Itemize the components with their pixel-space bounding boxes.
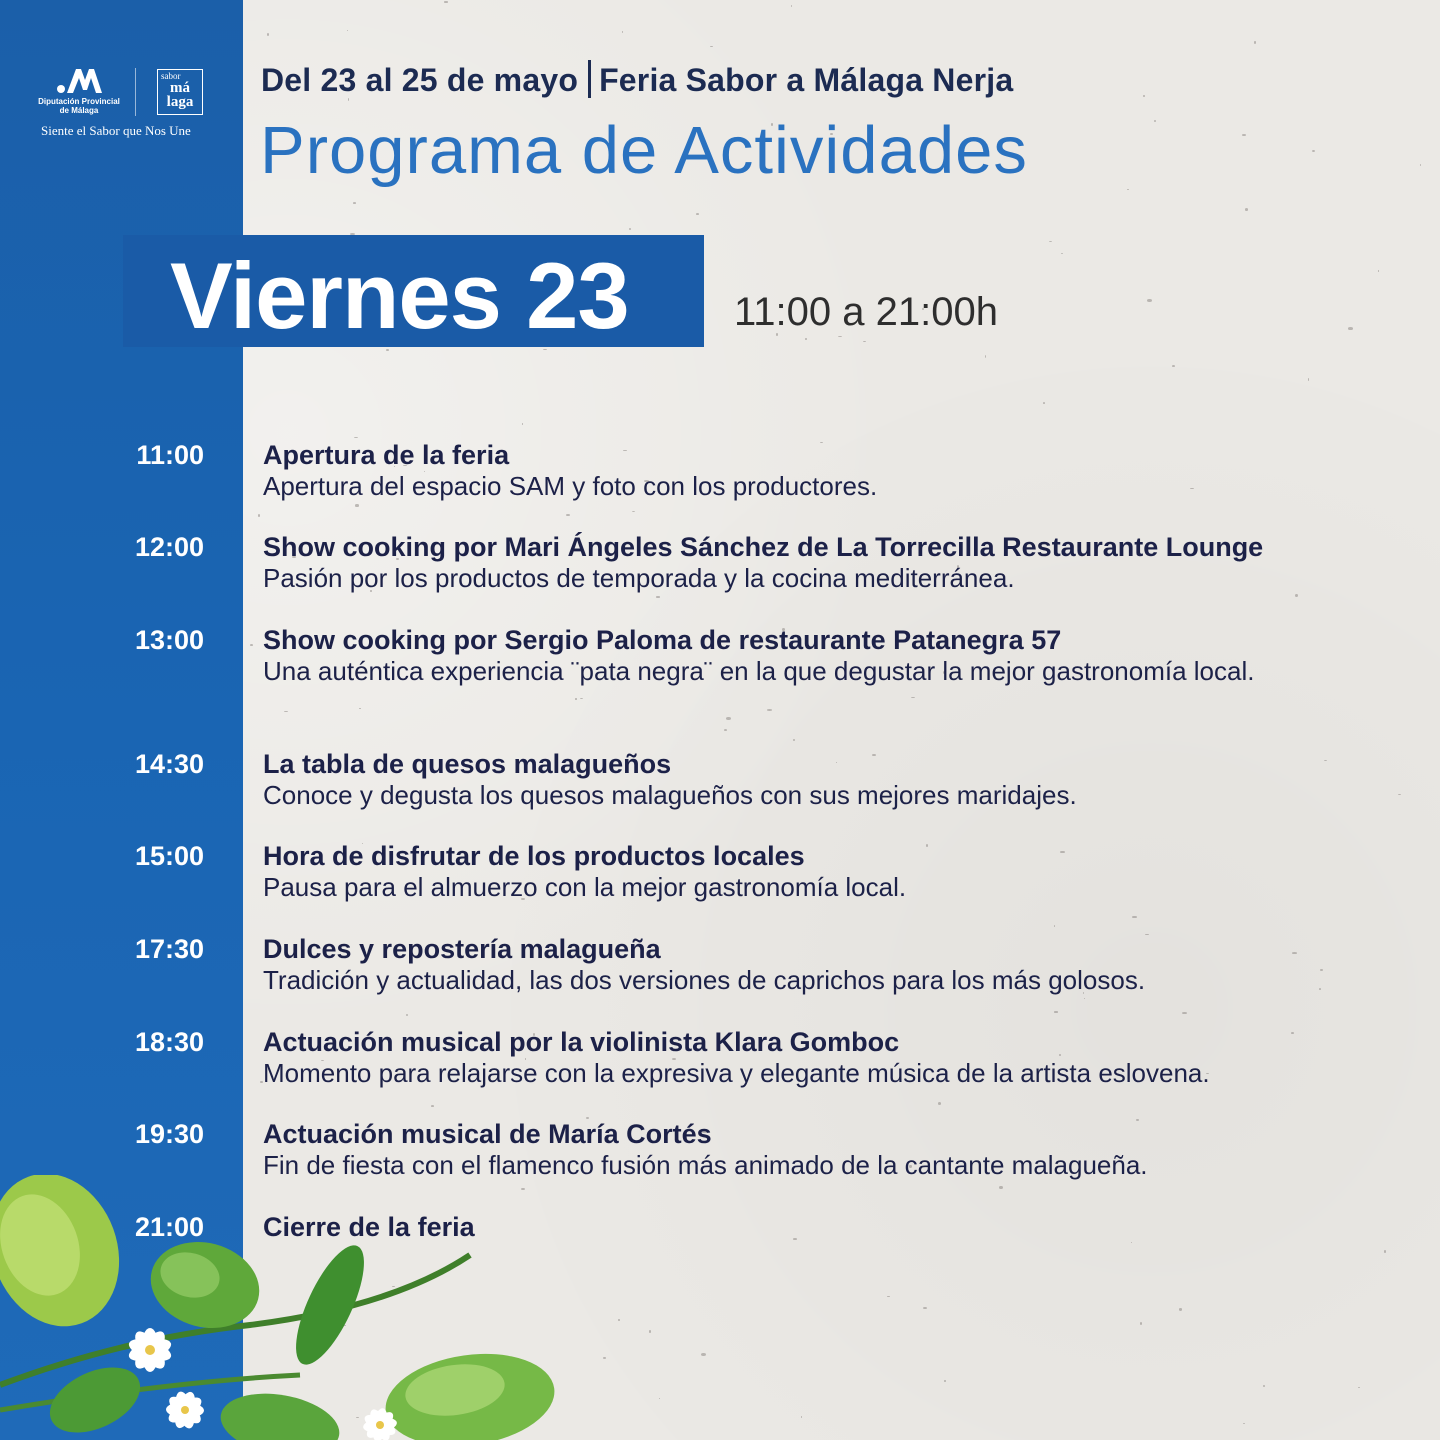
- paper-speck: [805, 338, 807, 341]
- event-dates: Del 23 al 25 de mayo: [261, 62, 579, 98]
- sabor-logo-line2: má: [170, 80, 190, 96]
- paper-speck: [726, 717, 730, 720]
- schedule-title: Show cooking por Mari Ángeles Sánchez de La Torrecilla Restaurante Lounge: [263, 532, 1264, 562]
- paper-speck: [820, 442, 823, 443]
- paper-speck: [1049, 241, 1053, 242]
- paper-speck: [1154, 120, 1157, 122]
- schedule-title: Apertura de la feria: [263, 440, 510, 470]
- paper-speck: [701, 1353, 706, 1356]
- paper-speck: [1308, 378, 1310, 381]
- paper-speck: [1398, 794, 1401, 795]
- paper-speck: [887, 1296, 890, 1298]
- paper-speck: [1054, 1011, 1057, 1012]
- schedule-desc: Momento para relajarse con la expresiva y elegante música de la artista eslovena.: [263, 1058, 1210, 1088]
- sabor-a-malaga-logo: [157, 69, 203, 115]
- paper-speck: [1292, 952, 1297, 954]
- diputacion-m-logo-icon: [54, 66, 104, 94]
- paper-speck: [1182, 1012, 1187, 1014]
- paper-speck: [522, 423, 523, 425]
- paper-speck: [603, 1357, 607, 1359]
- diputacion-name: [38, 97, 120, 115]
- paper-speck: [793, 739, 795, 742]
- paper-speck: [926, 844, 928, 847]
- paper-speck: [1145, 934, 1148, 936]
- paper-speck: [1254, 41, 1256, 43]
- schedule-time: 15:00: [134, 841, 204, 871]
- paper-speck: [1140, 1322, 1143, 1325]
- schedule-time: 17:30: [134, 934, 204, 964]
- paper-speck: [863, 341, 866, 342]
- paper-speck: [1061, 253, 1063, 254]
- paper-speck: [347, 30, 349, 31]
- sabor-logo-line3: laga: [166, 94, 194, 110]
- paper-speck: [355, 504, 358, 507]
- paper-speck: [1172, 365, 1175, 367]
- paper-speck: [580, 698, 583, 699]
- schedule-time: 12:00: [134, 532, 204, 562]
- paper-speck: [353, 202, 356, 204]
- paper-speck: [1132, 916, 1137, 919]
- paper-speck: [1295, 594, 1298, 597]
- paper-speck: [1242, 134, 1246, 136]
- page-title: Programa de Actividades: [260, 113, 1028, 188]
- schedule-time: 21:00: [134, 1212, 204, 1242]
- paper-speck: [1136, 1119, 1140, 1121]
- paper-speck: [444, 1, 448, 2]
- paper-speck: [1143, 95, 1144, 97]
- event-name: Feria Sabor a Málaga Nerja: [599, 62, 1014, 98]
- paper-speck: [1291, 1032, 1294, 1034]
- paper-speck: [354, 437, 357, 438]
- schedule-title: Cierre de la feria: [263, 1212, 475, 1242]
- paper-speck: [1348, 327, 1353, 330]
- schedule-desc: Pasión por los productos de temporada y la cocina mediterránea.: [263, 563, 1015, 593]
- paper-speck: [944, 1380, 946, 1382]
- schedule-time: 14:30: [134, 749, 204, 779]
- paper-speck: [359, 708, 361, 710]
- paper-speck: [1147, 299, 1151, 302]
- schedule-title: Hora de disfrutar de los productos locales: [263, 841, 805, 871]
- schedule-title: Show cooking por Sergio Paloma de restaurante Patanegra 57: [263, 625, 1062, 655]
- schedule-time: 19:30: [134, 1119, 204, 1149]
- schedule-desc: Fin de fiesta con el flamenco fusión más animado de la cantante malagueña.: [263, 1150, 1148, 1180]
- paper-speck: [838, 336, 842, 337]
- paper-speck: [696, 213, 699, 215]
- schedule-desc: Apertura del espacio SAM y foto con los productores.: [263, 471, 878, 501]
- paper-speck: [632, 511, 635, 512]
- paper-speck: [629, 228, 631, 230]
- paper-speck: [623, 450, 628, 451]
- paper-speck: [622, 31, 624, 33]
- diputacion-name-line2: de Málaga: [59, 106, 99, 115]
- paper-speck: [1245, 208, 1248, 211]
- paper-speck: [431, 1105, 434, 1107]
- paper-speck: [566, 514, 570, 516]
- paper-speck: [1054, 925, 1055, 927]
- paper-speck: [575, 698, 577, 699]
- paper-speck: [1378, 270, 1379, 272]
- diputacion-name-line1: Diputación Provincial: [38, 97, 120, 106]
- paper-speck: [1179, 1308, 1182, 1310]
- paper-speck: [1127, 189, 1129, 190]
- paper-speck: [793, 1238, 796, 1240]
- event-subtitle: [261, 60, 1013, 99]
- paper-speck: [938, 1102, 941, 1105]
- schedule-desc: Pausa para el almuerzo con la mejor gastronomía local.: [263, 872, 907, 902]
- paper-speck: [250, 644, 253, 646]
- paper-speck: [801, 1416, 802, 1418]
- paper-speck: [649, 1330, 652, 1332]
- paper-speck: [1060, 851, 1064, 853]
- paper-speck: [1131, 1242, 1133, 1243]
- paper-speck: [267, 33, 269, 36]
- paper-speck: [985, 355, 986, 358]
- paper-speck: [923, 1307, 927, 1310]
- paper-speck: [1263, 1385, 1265, 1388]
- schedule-title: Dulces y repostería malagueña: [263, 934, 661, 964]
- paper-speck: [1420, 164, 1421, 167]
- paper-speck: [1324, 760, 1328, 761]
- paper-speck: [999, 1186, 1002, 1189]
- paper-speck: [724, 729, 727, 731]
- paper-speck: [791, 5, 792, 7]
- paper-speck: [1358, 1387, 1360, 1388]
- schedule-title: La tabla de quesos malagueños: [263, 749, 672, 779]
- day-hours: 11:00 a 21:00h: [734, 290, 998, 334]
- paper-speck: [836, 762, 837, 764]
- schedule-desc: Una auténtica experiencia ¨pata negra¨ en la que degustar la mejor gastronomía local.: [263, 656, 1255, 686]
- paper-speck: [1312, 150, 1315, 152]
- schedule-title: Actuación musical por la violinista Klara Gomboc: [263, 1027, 900, 1057]
- schedule-title: Actuación musical de María Cortés: [263, 1119, 712, 1149]
- schedule-time: 13:00: [134, 625, 204, 655]
- paper-speck: [710, 46, 713, 47]
- paper-speck: [1384, 1250, 1387, 1252]
- paper-speck: [656, 596, 660, 597]
- schedule-time: 11:00: [136, 440, 204, 470]
- paper-speck: [659, 1398, 660, 1400]
- day-label: Viernes 23: [170, 243, 629, 348]
- logos: [38, 66, 208, 146]
- paper-speck: [1043, 402, 1046, 404]
- paper-speck: [911, 697, 915, 698]
- schedule-desc: Tradición y actualidad, las dos versiones de caprichos para los más golosos.: [263, 965, 1146, 995]
- paper-speck: [406, 1014, 408, 1016]
- paper-speck: [1243, 1423, 1245, 1424]
- sabor-logo-line1: sabor: [161, 71, 181, 81]
- paper-speck: [618, 1319, 621, 1320]
- schedule-time: 18:30: [134, 1027, 204, 1057]
- lemon-branch-illustration: [0, 1175, 560, 1440]
- schedule-desc: Conoce y degusta los quesos malagueños con sus mejores maridajes.: [263, 780, 1077, 810]
- paper-speck: [1084, 998, 1085, 999]
- paper-speck: [1059, 1054, 1061, 1056]
- logo-tagline: Siente el Sabor que Nos Une: [41, 123, 191, 138]
- paper-speck: [872, 754, 876, 756]
- subtitle-separator: [588, 60, 591, 98]
- logo-divider: [135, 68, 136, 116]
- paper-speck: [767, 709, 772, 711]
- paper-speck: [258, 514, 260, 517]
- paper-speck: [284, 711, 288, 713]
